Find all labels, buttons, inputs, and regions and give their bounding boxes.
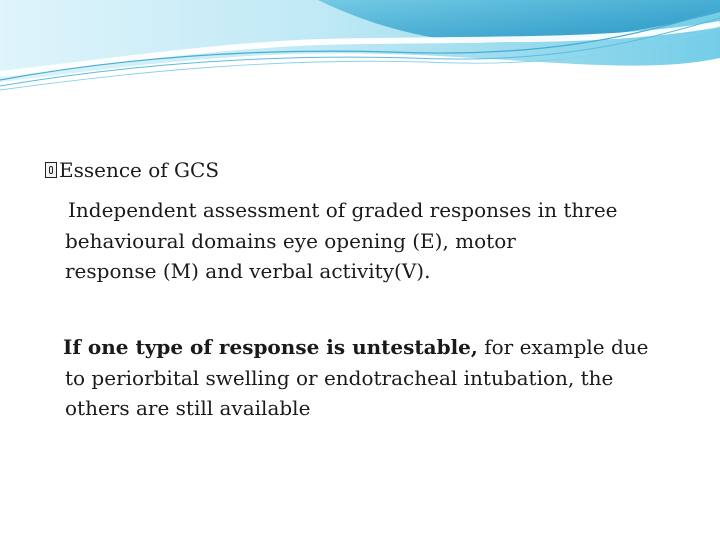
paragraph-1-line-3: response (M) and verbal activity(V). (65, 259, 431, 283)
paragraph-2-bold-lead: If one type of response is untestable, (63, 335, 478, 359)
body-paragraph-2 (0, 332, 680, 424)
paragraph-2-line-3: others are still available (65, 396, 311, 420)
paragraph-2-line-1-text: for example due (477, 335, 649, 359)
missing-glyph-icon (45, 162, 57, 178)
paragraph-1-line-1: Independent assessment of graded responses in three (68, 198, 618, 222)
paragraph-1-line-2: behavioural domains eye opening (E), motor (65, 228, 516, 253)
section-heading: Essence of GCS (59, 158, 220, 182)
heading-row (45, 156, 665, 184)
paragraph-2-line-2: to periorbital swelling or endotracheal intubation, the (65, 365, 614, 390)
body-paragraph-1 (0, 195, 680, 287)
paragraph-2-line-1 (0, 332, 680, 363)
